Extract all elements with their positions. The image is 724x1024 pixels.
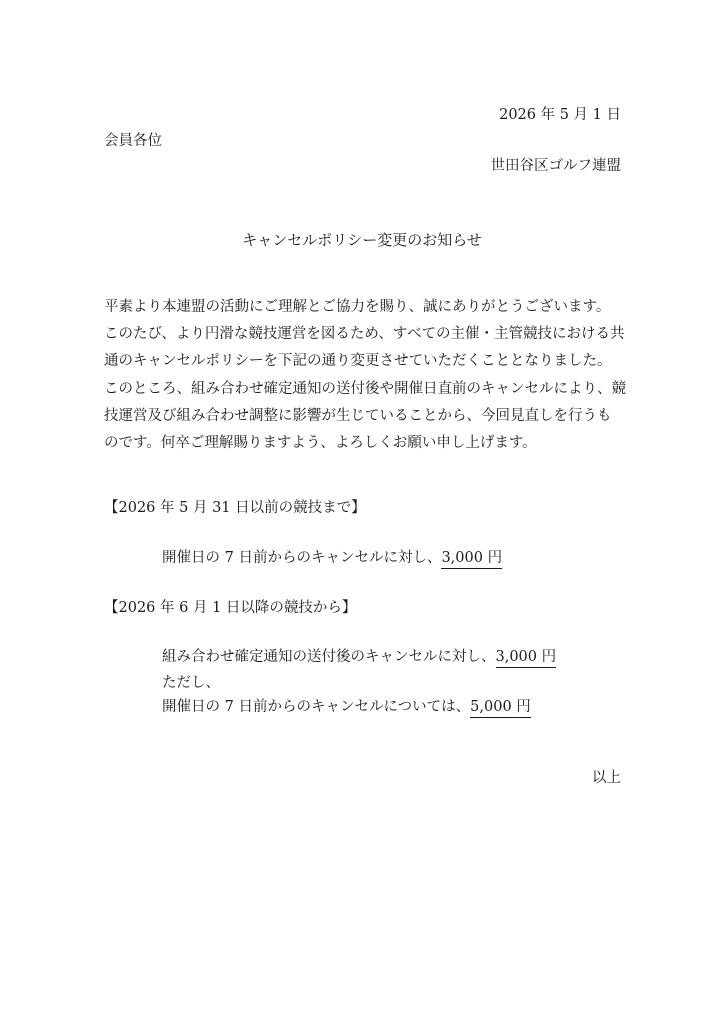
section1-heading: 【2026 年 5 月 31 日以前の競技まで】 <box>104 500 366 516</box>
closing-text: 以上 <box>592 770 621 786</box>
section2-fee-line-1 <box>162 650 556 665</box>
section1-fee-text: 開催日の 7 日前からのキャンセルに対し、 <box>162 550 442 566</box>
section2-fee-text-1: 組み合わせ確定通知の送付後のキャンセルに対し、 <box>162 649 496 665</box>
body-line: このたび、より円滑な競技運営を図るため、すべての主催・主管競技における共 <box>104 326 625 343</box>
body-text <box>104 294 626 457</box>
body-line: のです。何卒ご理解賜りますよう、よろしくお願い申し上げます。 <box>104 435 537 452</box>
section2-fee-amount-2: 5,000 円 <box>470 699 531 718</box>
body-line: 平素より本連盟の活動にご理解とご協力を賜り、誠にありがとうございます。 <box>104 299 611 315</box>
section2-fee-text-2: 開催日の 7 日前からのキャンセルについては、 <box>162 699 471 715</box>
section1-fee-line <box>162 551 502 566</box>
body-line: 技運営及び組み合わせ調整に影響が生じていることから、今回見直しを行うも <box>104 407 612 424</box>
section2-fee-line-2 <box>162 700 531 715</box>
sender: 世田谷区ゴルフ連盟 <box>490 158 621 174</box>
section2-note: ただし、 <box>162 675 220 691</box>
recipient: 会員各位 <box>104 133 162 149</box>
section2-heading: 【2026 年 6 月 1 日以降の競技から】 <box>104 600 357 616</box>
document-date: 2026 年 5 月 1 日 <box>499 107 621 123</box>
body-line: 通のキャンセルポリシーを下記の通り変更させていただくこととなりました。 <box>104 353 612 370</box>
section2-fee-amount-1: 3,000 円 <box>496 649 557 668</box>
section1-fee-amount: 3,000 円 <box>441 550 502 569</box>
body-line: このところ、組み合わせ確定通知の送付後や開催日直前のキャンセルにより、競 <box>104 380 626 397</box>
document-title: キャンセルポリシー変更のお知らせ <box>242 231 482 249</box>
